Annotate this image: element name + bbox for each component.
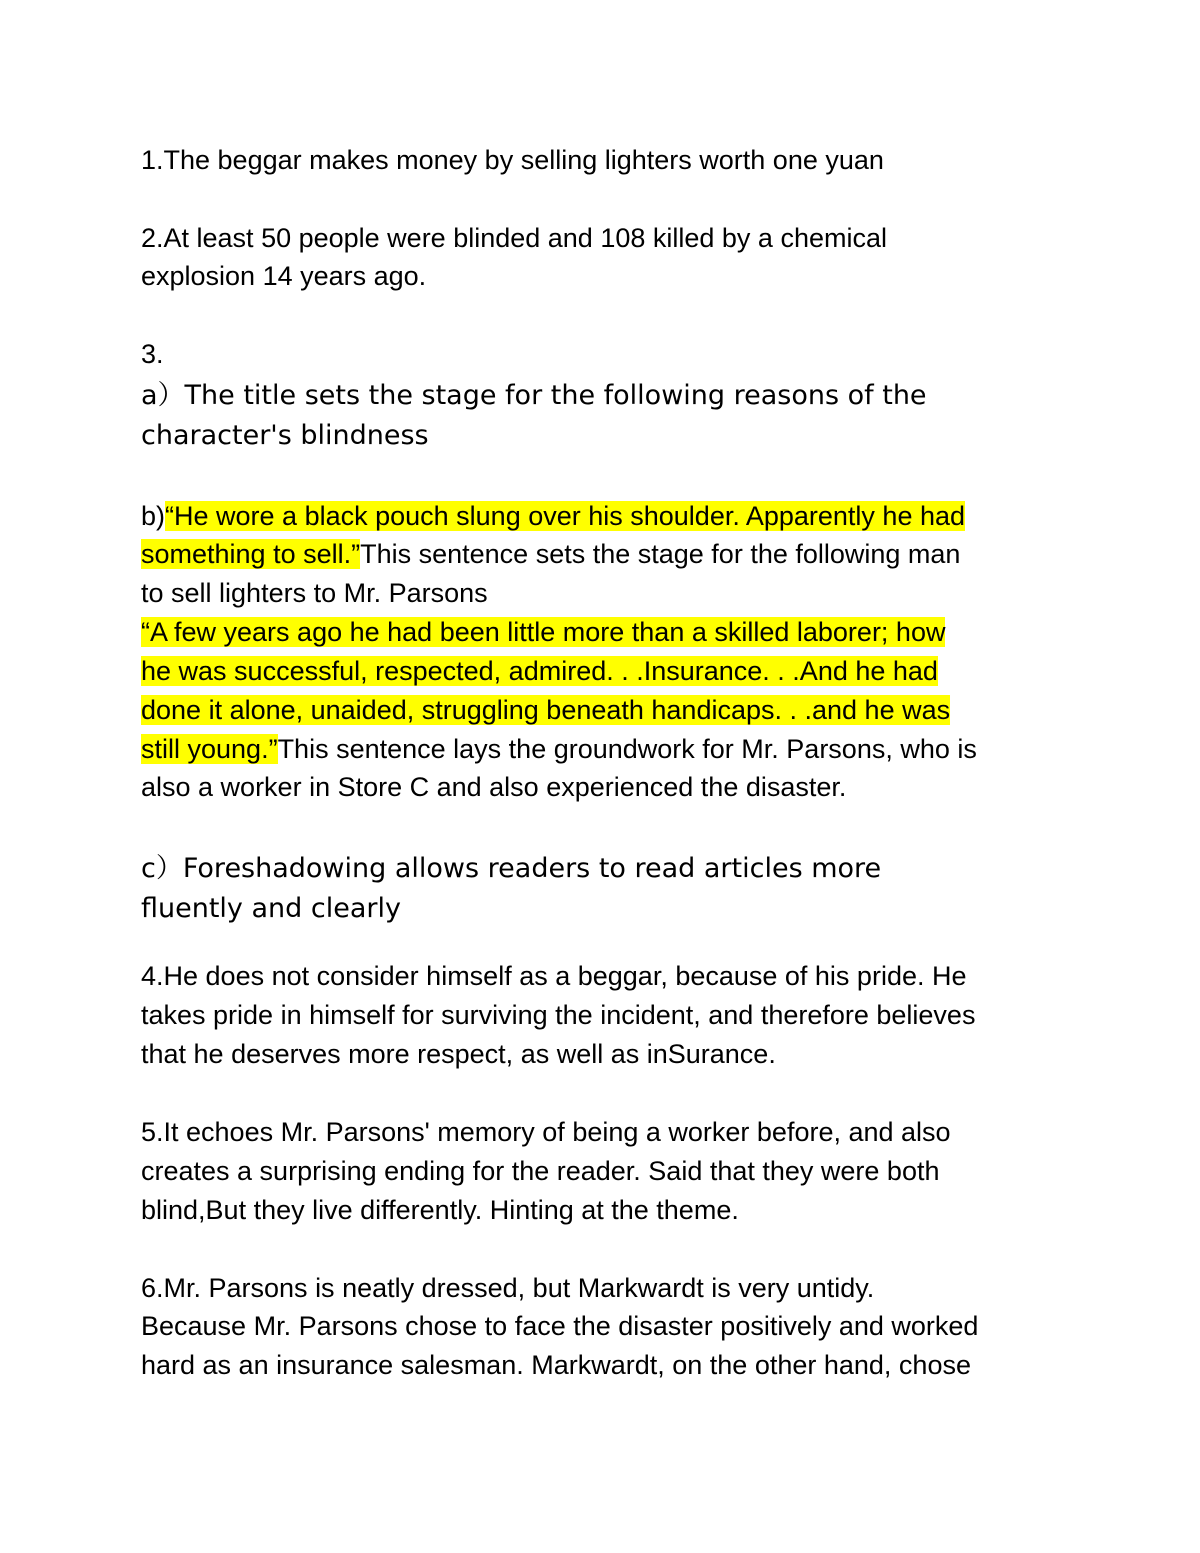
answer-3c-text-1: c）Foreshadowing allows readers to read articles more bbox=[141, 853, 882, 884]
answer-1 bbox=[141, 141, 884, 179]
answer-3c-line-1 bbox=[141, 849, 881, 887]
answer-3b-comment-2: This sentence lays the groundwork for Mr. Parsons, who is bbox=[277, 734, 977, 764]
answer-5-line-1 bbox=[141, 1113, 951, 1151]
answer-2-line-1 bbox=[141, 219, 887, 257]
answer-3b-line-2 bbox=[141, 535, 960, 573]
answer-4-text-2: takes pride in himself for surviving the incident, and therefore believes bbox=[141, 1000, 976, 1030]
answer-3b-comment-2-end: also a worker in Store C and also experienced the disaster. bbox=[141, 772, 847, 802]
answer-4-line-1 bbox=[141, 957, 967, 995]
answer-3b-line-6 bbox=[141, 691, 950, 729]
answer-2-text-2: explosion 14 years ago. bbox=[141, 261, 427, 291]
answer-3b-line-1 bbox=[141, 497, 965, 535]
answer-3c-text-2: fluently and clearly bbox=[141, 893, 401, 924]
answer-3b-prefix: b) bbox=[141, 501, 166, 531]
answer-6-text-1: 6.Mr. Parsons is neatly dressed, but Markwardt is very untidy. bbox=[141, 1273, 875, 1303]
highlighted-quote-2-line-3: done it alone, unaided, struggling beneath handicaps. . .and he was bbox=[141, 695, 951, 725]
answer-4-line-2 bbox=[141, 996, 975, 1034]
answer-6-text-3: hard as an insurance salesman. Markwardt, on the other hand, chose bbox=[141, 1350, 971, 1380]
answer-3b-comment-1: This sentence sets the stage for the following man bbox=[360, 539, 961, 569]
answer-5-text-3: blind,But they live differently. Hinting at the theme. bbox=[141, 1195, 739, 1225]
answer-3a-line-1 bbox=[141, 376, 927, 414]
answer-3-heading bbox=[141, 335, 164, 373]
highlighted-quote-2-line-1: “A few years ago he had been little more than a skilled laborer; how bbox=[141, 617, 946, 647]
answer-3b-line-4 bbox=[141, 613, 945, 651]
answer-4-line-3 bbox=[141, 1035, 776, 1073]
answer-3-number: 3. bbox=[141, 339, 164, 369]
answer-4-text-1: 4.He does not consider himself as a beggar, because of his pride. He bbox=[141, 961, 967, 991]
highlighted-quote-1: “He wore a black pouch slung over his shoulder. Apparently he had bbox=[165, 501, 966, 531]
answer-1-text: 1.The beggar makes money by selling lighters worth one yuan bbox=[141, 145, 884, 175]
answer-3a-line-2 bbox=[141, 416, 429, 454]
answer-3b-line-7 bbox=[141, 730, 977, 768]
highlighted-quote-2-line-2: he was successful, respected, admired. . .Insurance. . .And he had bbox=[141, 656, 938, 686]
answer-3b-line-5 bbox=[141, 652, 938, 690]
answer-3b-line-8 bbox=[141, 768, 846, 806]
answer-3b-line-3 bbox=[141, 574, 488, 612]
answer-6-line-3 bbox=[141, 1346, 971, 1384]
answer-2-line-2 bbox=[141, 257, 426, 295]
answer-5-text-2: creates a surprising ending for the reader. Said that they were both bbox=[141, 1156, 940, 1186]
highlighted-quote-1-end: something to sell.” bbox=[141, 539, 361, 569]
highlighted-quote-2-line-4: still young.” bbox=[141, 734, 278, 764]
answer-6-line-1 bbox=[141, 1269, 874, 1307]
answer-2-text-1: 2.At least 50 people were blinded and 108 killed by a chemical bbox=[141, 223, 887, 253]
answer-5-line-2 bbox=[141, 1152, 939, 1190]
answer-6-line-2 bbox=[141, 1307, 978, 1345]
answer-3a-text-1: a）The title sets the stage for the following reasons of the bbox=[141, 380, 927, 411]
answer-4-text-3: that he deserves more respect, as well as inSurance. bbox=[141, 1039, 776, 1069]
answer-3a-text-2: character's blindness bbox=[141, 420, 429, 451]
answer-6-text-2: Because Mr. Parsons chose to face the disaster positively and worked bbox=[141, 1311, 979, 1341]
answer-5-text-1: 5.It echoes Mr. Parsons' memory of being a worker before, and also bbox=[141, 1117, 951, 1147]
answer-3b-comment-1-end: to sell lighters to Mr. Parsons bbox=[141, 578, 488, 608]
answer-5-line-3 bbox=[141, 1191, 739, 1229]
answer-3c-line-2 bbox=[141, 889, 401, 927]
